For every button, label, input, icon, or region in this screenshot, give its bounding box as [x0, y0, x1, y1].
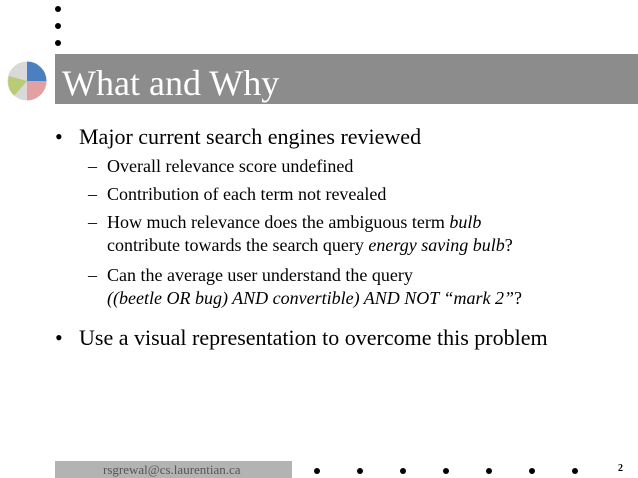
decor-dot [400, 468, 406, 474]
sub-bullet-mark: – [88, 184, 97, 204]
sub-bullet-item [88, 211, 513, 257]
slide-title: What and Why [62, 63, 280, 103]
page-number: 2 [618, 463, 623, 474]
bullet-item [55, 124, 422, 150]
sub-bullet-text: Overall relevance score undefined [107, 156, 354, 176]
sub-bullet-item [88, 183, 387, 206]
bullet-text: Use a visual representation to overcome this problem [79, 325, 548, 350]
sub-bullet-text: Contribution of each term not revealed [107, 184, 387, 204]
sub-bullet-continuation [107, 287, 522, 310]
question-mark: ? [504, 235, 513, 255]
sub-bullet-item [88, 155, 354, 178]
decor-dot [572, 468, 578, 474]
decor-dot [314, 468, 320, 474]
bullet-text: Major current search engines reviewed [79, 124, 422, 149]
footer-bar [55, 461, 292, 478]
sub-bullet-mark: – [88, 156, 97, 176]
decor-dot [443, 468, 449, 474]
sub-bullet-item [88, 264, 522, 310]
footer-email: rsgrewal@cs.laurentian.ca [103, 462, 241, 477]
term-bulb: bulb [449, 212, 482, 232]
sub-bullet-text: contribute towards the search query [107, 235, 369, 255]
sub-bullet-text: Can the average user understand the query [107, 265, 413, 285]
bullet-mark: • [55, 325, 63, 350]
sub-bullet-mark: – [88, 212, 97, 232]
decor-dot [529, 468, 535, 474]
bullet-item [55, 325, 548, 351]
sub-bullet-text: How much relevance does the ambiguous term [107, 212, 450, 232]
sub-bullet-continuation [107, 234, 513, 257]
sub-bullet-mark: – [88, 265, 97, 285]
decor-dot [357, 468, 363, 474]
boolean-query: ((beetle OR bug) AND convertible) AND NOT “mark 2” [107, 288, 514, 308]
query-energy-saving-bulb: energy saving bulb [368, 235, 505, 255]
question-mark: ? [513, 288, 522, 308]
bullet-mark: • [55, 124, 63, 149]
decor-dot [486, 468, 492, 474]
